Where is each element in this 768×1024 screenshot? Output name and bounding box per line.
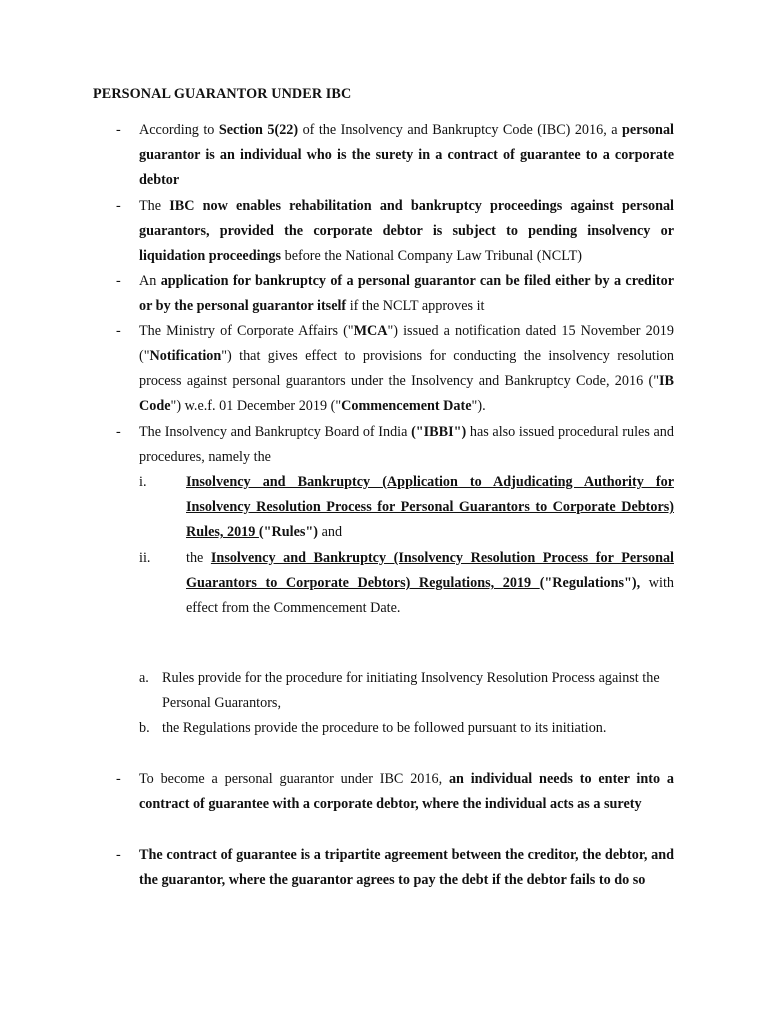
bold-text-run: Notification [149, 348, 222, 364]
text-run: if the NCLT approves it [346, 298, 485, 314]
text-run: with effect from the Commencement Date. [186, 575, 674, 616]
bold-text-run: application for bankruptcy of a personal guarantor can be filed either by a creditor or by the personal guarantor itself [139, 273, 675, 314]
text-run: of the Insolvency and Bankruptcy Code (IBC) 2016, a [298, 122, 622, 138]
bold-text-run: personal guarantor is an individual who is the surety in a contract of guarantee to a corporate debtor [139, 122, 674, 188]
bullet-paragraph-application-bankruptcy [139, 269, 674, 319]
text-run: before the National Company Law Tribunal (NCLT) [281, 248, 582, 264]
bullet-marker: - [116, 847, 121, 863]
text-run: ") issued a notification dated 15 November 2019 (" [139, 323, 674, 364]
bullet-paragraph-ibbi-rules [139, 420, 674, 470]
alpha-list-item: the Regulations provide the procedure to be followed pursuant to its initiation. [162, 720, 607, 736]
bullet-marker: - [116, 424, 121, 440]
bold-text-run: ("Rules") [258, 524, 319, 540]
bullet-marker: - [116, 122, 121, 138]
text-run: The [139, 198, 170, 214]
bold-text-run: MCA [353, 323, 388, 339]
text-run: ") w.e.f. 01 December 2019 (" [170, 398, 342, 414]
bold-text-run: Commencement Date [341, 398, 472, 414]
text-run: "). [471, 398, 486, 414]
alpha-list-item: Rules provide for the procedure for initiating Insolvency Resolution Process against the Personal Guarantors, [162, 670, 660, 711]
text-run: To become a personal guarantor under IBC 2016, [139, 771, 449, 787]
roman-list-marker: ii. [139, 550, 151, 566]
roman-list-item-rules [186, 470, 674, 545]
bold-text-run: an individual needs to enter into a contract of guarantee with a corporate debtor, where the individual acts as a surety [139, 771, 674, 812]
text-run: According to [139, 122, 219, 138]
bold-text-run: ("Regulations"), [539, 575, 641, 591]
alpha-list-marker: b. [139, 720, 150, 736]
bold-text-run: ("IBBI") [411, 424, 467, 440]
bullet-paragraph-become-guarantor [139, 767, 674, 817]
underlined-bold-text-run: Insolvency and Bankruptcy (Application to Adjudicating Authority for Insolvency Resolution Process for Personal Guarantors to Corporate Debtors) Rules, 2019 [186, 474, 674, 540]
bullet-marker: - [116, 771, 121, 787]
text-run: The Ministry of Corporate Affairs (" [139, 323, 354, 339]
bullet-paragraph-mca-notification [139, 319, 674, 419]
alpha-list-marker: a. [139, 670, 149, 686]
bullet-paragraph-section-5-22 [139, 118, 674, 193]
bullet-paragraph-tripartite-agreement [139, 843, 674, 893]
bold-text-run: IB Code [139, 373, 674, 414]
bullet-marker: - [116, 273, 121, 289]
text-run: ") that gives effect to provisions for conducting the insolvency resolution process against personal guarantors under the Insolvency and Bankruptcy Code, 2016 (" [139, 348, 674, 389]
document-title: PERSONAL GUARANTOR UNDER IBC [93, 86, 352, 102]
roman-list-marker: i. [139, 474, 147, 490]
bullet-marker: - [116, 323, 121, 339]
underlined-bold-text-run: Insolvency and Bankruptcy (Insolvency Resolution Process for Personal Guarantors to Corporate Debtors) Regulations, 2019 [186, 550, 674, 591]
text-run: An [139, 273, 161, 289]
text-run: the [186, 550, 211, 566]
bold-text-run: IBC now enables rehabilitation and bankruptcy proceedings against personal guarantors, provided the corporate debtor is subject to pending insolvency or liquidation proceedings [139, 198, 674, 264]
bold-text-run: Section 5(22) [218, 122, 299, 138]
roman-list-item-regulations [186, 546, 674, 621]
text-run: and [318, 524, 343, 540]
bullet-paragraph-ibc-rehabilitation [139, 194, 674, 269]
text-run: has also issued procedural rules and procedures, namely the [139, 424, 674, 465]
bold-text-run: The contract of guarantee is a tripartite agreement between the creditor, the debtor, and the guarantor, where the guarantor agrees to pay the debt if the debtor fails to do so [139, 847, 674, 888]
bullet-marker: - [116, 198, 121, 214]
text-run: The Insolvency and Bankruptcy Board of India [139, 424, 412, 440]
